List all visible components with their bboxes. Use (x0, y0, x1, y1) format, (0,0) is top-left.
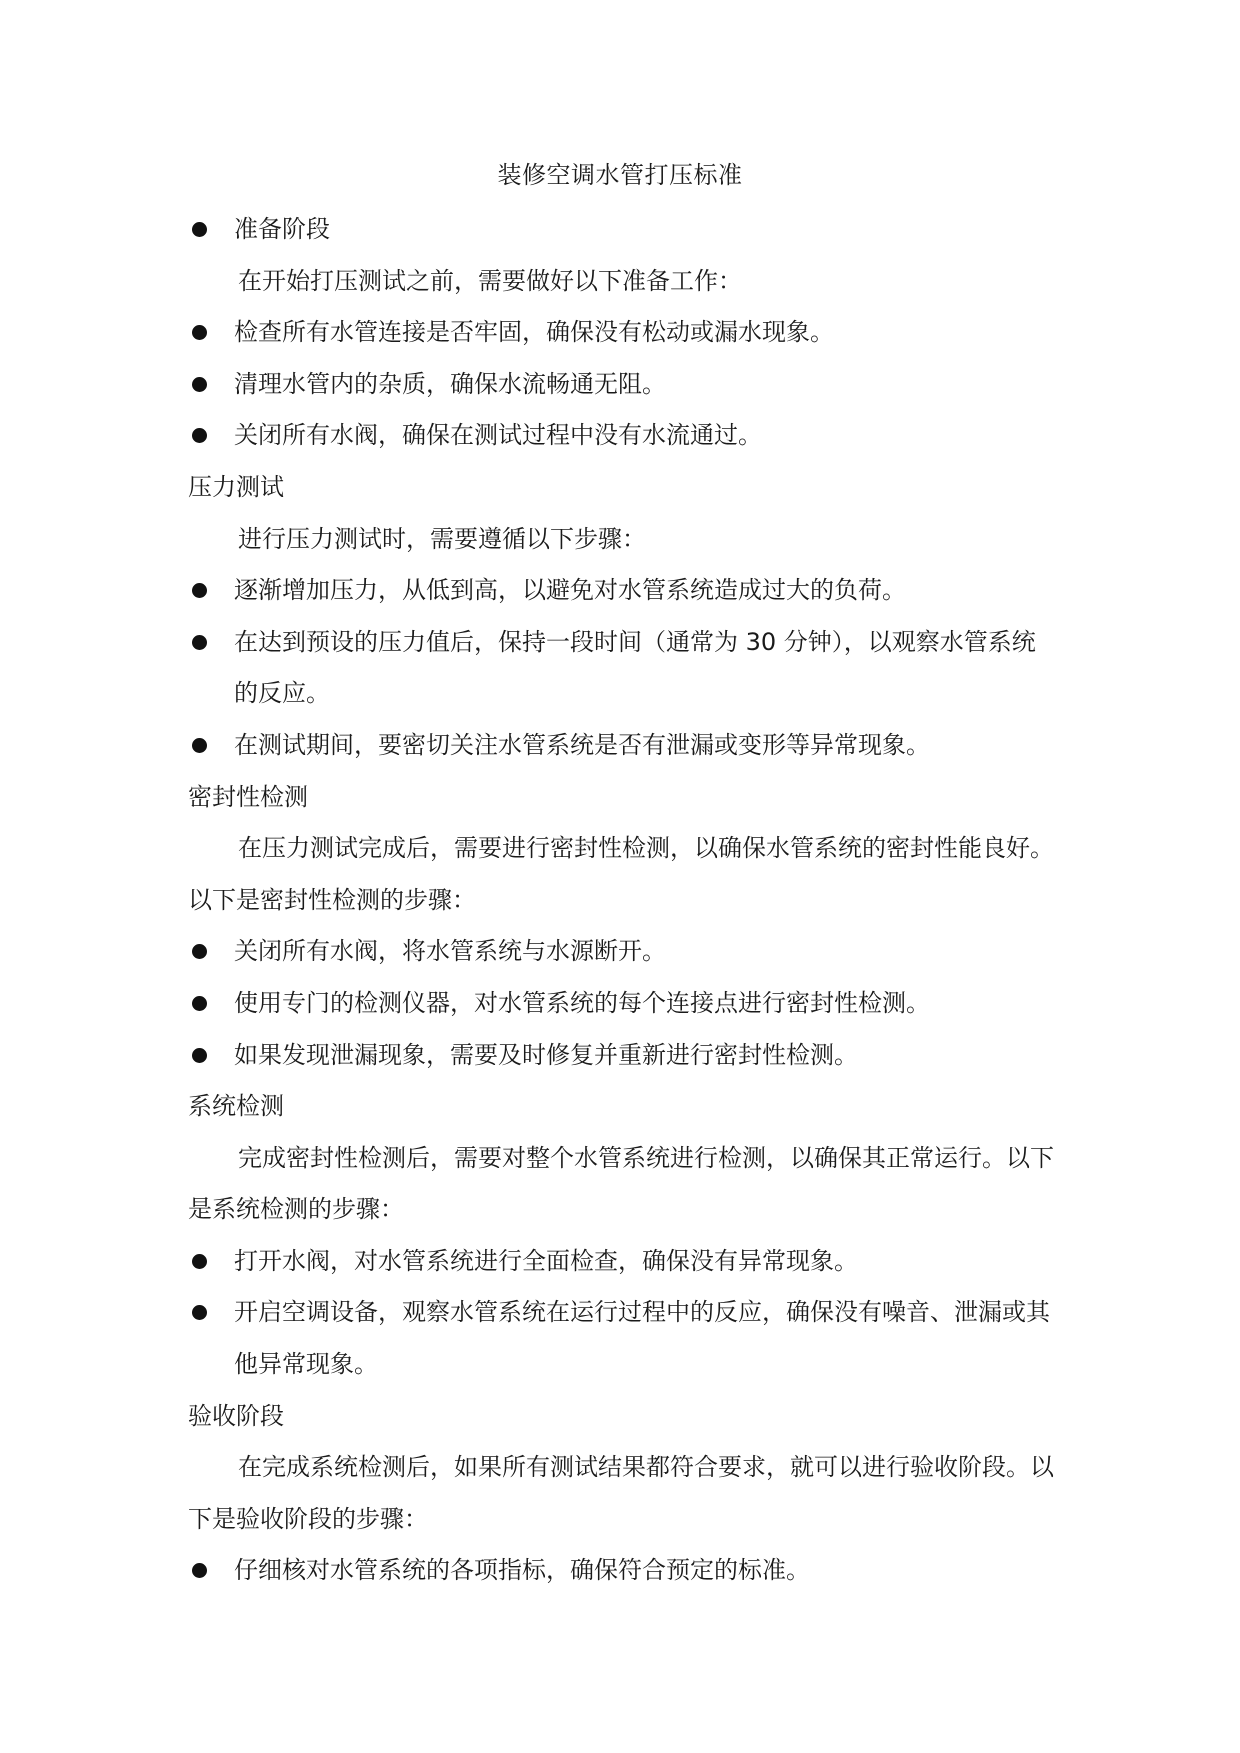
list-item-text: 开启空调设备，观察水管系统在运行过程中的反应，确保没有噪音、泄漏或其他异常现象。 (234, 1298, 1050, 1379)
section-heading-seal: 密封性检测 (188, 782, 308, 811)
list-item (188, 1236, 1058, 1288)
list-item-text: 逐渐增加压力，从低到高，以避免对水管系统造成过大的负荷。 (234, 576, 906, 605)
bullet-icon (192, 996, 207, 1011)
list-item (188, 359, 1058, 411)
list-item (188, 1545, 1058, 1597)
list-item-text: 检查所有水管连接是否牢固，确保没有松动或漏水现象。 (234, 318, 834, 347)
list-item-text: 如果发现泄漏现象，需要及时修复并重新进行密封性检测。 (234, 1040, 858, 1069)
bullet-icon (192, 635, 207, 650)
list-item-text: 使用专门的检测仪器，对水管系统的每个连接点进行密封性检测。 (234, 988, 930, 1017)
list-item-text: 关闭所有水阀，将水管系统与水源断开。 (234, 937, 666, 966)
list-item-text: 仔细核对水管系统的各项指标，确保符合预定的标准。 (234, 1556, 810, 1585)
list-item (188, 720, 1058, 772)
list-item (188, 1030, 1058, 1082)
section-heading-prep (188, 204, 1058, 256)
bullet-icon (192, 377, 207, 392)
list-item-text: 打开水阀，对水管系统进行全面检查，确保没有异常现象。 (234, 1246, 858, 1275)
bullet-icon (192, 325, 207, 340)
list-item-text: 在达到预设的压力值后，保持一段时间（通常为 30 分钟），以观察水管系统的反应。 (234, 627, 1036, 708)
section-intro: 进行压力测试时，需要遵循以下步骤： (238, 524, 646, 553)
section-heading-system: 系统检测 (188, 1092, 284, 1121)
section-intro: 在开始打压测试之前，需要做好以下准备工作： (238, 266, 742, 295)
list-item (188, 307, 1058, 359)
section-intro: 在压力测试完成后，需要进行密封性检测，以确保水管系统的密封性能良好。以下是密封性检测的步骤： (188, 834, 1054, 914)
bullet-icon (192, 1048, 207, 1063)
document-title: 装修空调水管打压标准 (497, 161, 743, 189)
bullet-icon (192, 738, 207, 753)
bullet-icon (192, 222, 207, 237)
list-item-text: 清理水管内的杂质，确保水流畅通无阻。 (234, 369, 666, 398)
list-item (188, 1287, 1058, 1390)
section-intro: 在完成系统检测后，如果所有测试结果都符合要求，就可以进行验收阶段。以下是验收阶段的步骤： (188, 1453, 1054, 1533)
bullet-icon (192, 583, 207, 598)
bullet-icon (192, 944, 207, 959)
section-intro: 完成密封性检测后，需要对整个水管系统进行检测，以确保其正常运行。以下是系统检测的步骤： (188, 1143, 1054, 1224)
bullet-icon (192, 1563, 207, 1578)
list-item (188, 565, 1058, 617)
section-heading-pressure: 压力测试 (188, 472, 284, 501)
list-item-text: 在测试期间，要密切关注水管系统是否有泄漏或变形等异常现象。 (234, 730, 930, 759)
list-item (188, 978, 1058, 1030)
section-heading-acceptance: 验收阶段 (188, 1401, 284, 1430)
list-item (188, 617, 1058, 720)
bullet-icon (192, 1254, 207, 1269)
bullet-icon (192, 428, 207, 443)
list-item (188, 410, 1058, 462)
list-item (188, 926, 1058, 978)
bullet-icon (192, 1305, 207, 1320)
document-body (188, 204, 1058, 1597)
section-heading-text: 准备阶段 (234, 215, 330, 243)
list-item-text: 关闭所有水阀，确保在测试过程中没有水流通过。 (234, 421, 762, 450)
